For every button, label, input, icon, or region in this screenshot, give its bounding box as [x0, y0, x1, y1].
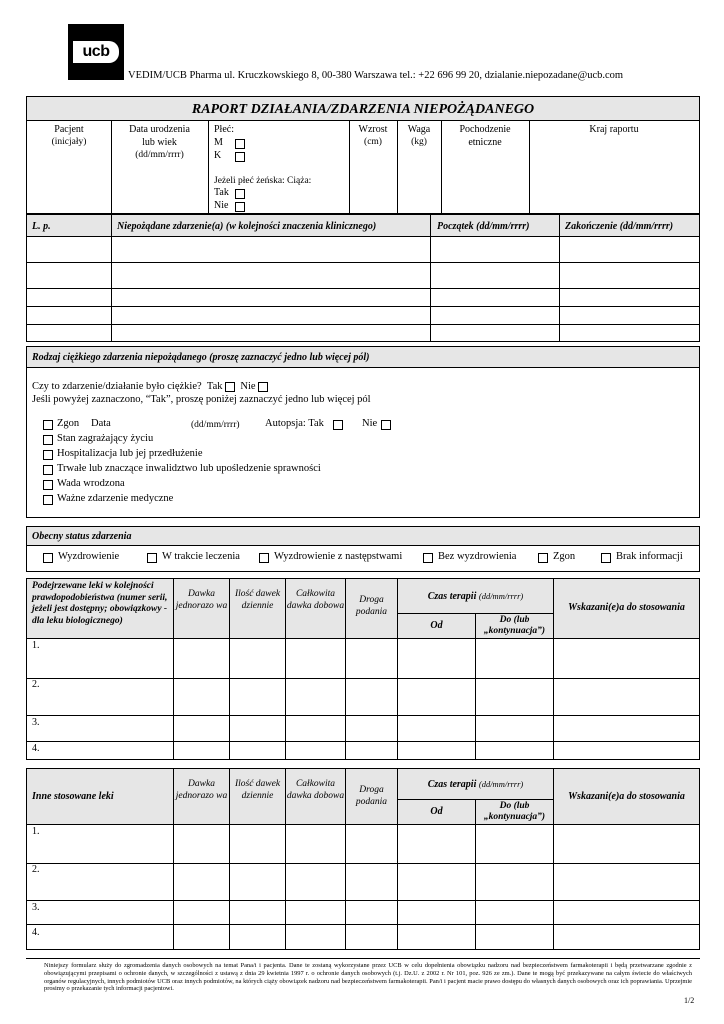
- company-address: VEDIM/UCB Pharma ul. Kruczkowskiego 8, 00-380 Warszawa tel.: +22 696 99 20, dzialanie.niepozadane@ucb.com: [128, 70, 624, 81]
- suspected-row-1: 1.: [32, 640, 40, 651]
- total-label: Całkowita dawka dobowa: [286, 589, 345, 611]
- serious-section: [26, 346, 700, 518]
- weight-unit: (kg): [411, 137, 427, 147]
- report-title: RAPORT DZIAŁANIA/ZDARZENIA NIEPOŻĄDANEGO: [191, 102, 535, 117]
- other-dose-label: Dawka jednorazo wa: [175, 779, 228, 801]
- other-row-3: 3.: [32, 902, 40, 913]
- disability-checkbox[interactable]: [43, 465, 53, 475]
- disability-label: Trwałe lub znaczące inwalidztwo lub upośledzenie sprawności: [57, 463, 321, 474]
- other-indication-label: Wskazani(e)a do stosowania: [568, 791, 685, 802]
- therapy-label: Czas terapii (dd/mm/rrrr): [427, 591, 524, 602]
- birth-label-2: lub wiek: [142, 137, 177, 148]
- serious-yes-checkbox[interactable]: [225, 382, 235, 392]
- status-unknown-checkbox[interactable]: [601, 553, 611, 563]
- autopsy-no-label: Nie: [362, 418, 378, 429]
- events-col-lp: L. p.: [32, 221, 51, 232]
- pregnancy-no-checkbox[interactable]: [235, 202, 245, 212]
- status-unknown-label: Brak informacji: [616, 551, 683, 562]
- status-treatment-label: W trakcie leczenia: [162, 551, 240, 562]
- death-date-label: Data: [91, 418, 111, 429]
- autopsy-label: Autopsja: Tak: [265, 418, 324, 429]
- route-label: Droga podania: [355, 595, 388, 617]
- sex-m-label: M: [214, 137, 223, 148]
- hospitalization-label: Hospitalizacja lub jej przedłużenie: [57, 448, 203, 459]
- status-death-checkbox[interactable]: [538, 553, 548, 563]
- serious-heading: Rodzaj ciężkiego zdarzenia niepożądanego (proszę zaznaczyć jedno lub więcej pól): [32, 352, 370, 363]
- pregnancy-label: Jeżeli płeć żeńska: Ciąża:: [214, 176, 312, 186]
- status-sequelae-label: Wyzdrowienie z następstwami: [274, 551, 403, 562]
- life-threat-checkbox[interactable]: [43, 435, 53, 445]
- other-total-label: Całkowita dawka dobowa: [286, 779, 345, 801]
- height-label: Wzrost: [358, 124, 388, 135]
- death-label: Zgon: [57, 418, 80, 429]
- status-section: [26, 526, 700, 572]
- autopsy-yes-checkbox[interactable]: [333, 420, 343, 430]
- pregnancy-yes-checkbox[interactable]: [235, 189, 245, 199]
- country-label: Kraj raportu: [589, 124, 639, 135]
- other-from-label: Od: [430, 806, 443, 817]
- events-table: [26, 214, 700, 342]
- indication-label: Wskazani(e)a do stosowania: [568, 602, 685, 613]
- status-not-recovered-label: Bez wyzdrowienia: [438, 551, 517, 562]
- status-recovered-checkbox[interactable]: [43, 553, 53, 563]
- status-not-recovered-checkbox[interactable]: [423, 553, 433, 563]
- events-col-event: Niepożądane zdarzenie(a) (w kolejności znaczenia klinicznego): [117, 221, 377, 232]
- other-row-4: 4.: [32, 927, 40, 938]
- ethnic-label-2: etniczne: [468, 137, 502, 148]
- other-count-label: Ilość dawek dziennie: [234, 779, 281, 801]
- sex-label: Płeć:: [214, 124, 234, 135]
- suspected-row-2: 2.: [32, 679, 40, 690]
- other-drugs-label: Inne stosowane leki: [32, 791, 114, 802]
- other-row-2: 2.: [32, 864, 40, 875]
- suspected-drugs-table: [26, 578, 700, 760]
- logo-text: ucb: [73, 41, 119, 63]
- other-to-label: Do (lub „kontynuacja”): [483, 801, 546, 822]
- status-treatment-checkbox[interactable]: [147, 553, 157, 563]
- to-label: Do (lub „kontynuacja”): [483, 615, 546, 636]
- death-date-format: (dd/mm/rrrr): [191, 420, 240, 430]
- suspected-row-4: 4.: [32, 743, 40, 754]
- page-number: 1/2: [684, 996, 695, 1005]
- patient-sub: (inicjały): [51, 137, 87, 147]
- status-death-label: Zgon: [553, 551, 576, 562]
- privacy-note: Niniejszy formularz służy do zgromadzenia danych osobowych na temat Pana/i i pacjenta. Dane te zostaną wykorzystane przez UCB w celu dopełnienia obowiązku nadzoru nad bezpieczeństwem farmakoterapii i będą przetwarzane zgodnie z obowiązującymi przepisami o ochronie danych, w szczególności z ustawą z dnia 29 kwietnia 1997 r. o ochronie danych osobowych (t.j. Dz.U. z 2002 r. Nr 101, poz. 926 ze zm.). Dane te mogą być przekazywane na całym świecie do właściwych organów regulacyjnych, innych podmiotów UCB oraz innych podmiotów, na których ciąży obowiązek nadzoru nad bezpieczeństwem farmakoterapii. Pan/i i pacjent macie prawo dostępu do własnych danych osobowych oraz ich poprawiania. Uprzejmie prosimy o przekazanie tych informacji pacjentowi.: [44, 962, 692, 993]
- patient-section: [26, 96, 700, 214]
- suspected-drugs-label: Podejrzewane leki w kolejności prawdopodobieństwa (numer serii, jeżeli jest dostępny; obowiązkowy - dla leku biologicznego): [32, 581, 168, 626]
- status-heading: Obecny status zdarzenia: [32, 531, 132, 542]
- suspected-row-3: 3.: [32, 717, 40, 728]
- height-unit: (cm): [364, 137, 382, 147]
- congenital-checkbox[interactable]: [43, 480, 53, 490]
- dose-label: Dawka jednorazo wa: [175, 589, 228, 611]
- serious-instruction: Jeśli powyżej zaznaczono, “Tak”, proszę poniżej zaznaczyć jedno lub więcej pól: [32, 394, 371, 405]
- status-sequelae-checkbox[interactable]: [259, 553, 269, 563]
- serious-no-checkbox[interactable]: [258, 382, 268, 392]
- serious-question: Czy to zdarzenie/działanie było ciężkie? Tak Nie: [32, 381, 268, 392]
- weight-label: Waga: [407, 124, 431, 135]
- congenital-label: Wada wrodzona: [57, 478, 125, 489]
- sex-m-checkbox[interactable]: [235, 139, 245, 149]
- autopsy-no-checkbox[interactable]: [381, 420, 391, 430]
- death-checkbox[interactable]: [43, 420, 53, 430]
- other-drugs-table: [26, 768, 700, 950]
- birth-format: (dd/mm/rrrr): [135, 150, 184, 160]
- hospitalization-checkbox[interactable]: [43, 450, 53, 460]
- life-threat-label: Stan zagrażający życiu: [57, 433, 154, 444]
- medical-event-label: Ważne zdarzenie medyczne: [57, 493, 174, 504]
- other-therapy-label: Czas terapii (dd/mm/rrrr): [427, 779, 524, 790]
- sex-k-label: K: [214, 150, 222, 161]
- from-label: Od: [430, 620, 443, 631]
- ethnic-label: Pochodzenie: [459, 124, 511, 135]
- medical-event-checkbox[interactable]: [43, 495, 53, 505]
- pregnancy-no-label: Nie: [214, 200, 229, 211]
- events-col-end: Zakończenie (dd/mm/rrrr): [565, 221, 674, 232]
- patient-label: Pacjent: [54, 124, 84, 135]
- other-route-label: Droga podania: [355, 785, 388, 807]
- status-recovered-label: Wyzdrowienie: [58, 551, 120, 562]
- sex-k-checkbox[interactable]: [235, 152, 245, 162]
- events-col-start: Początek (dd/mm/rrrr): [437, 221, 530, 232]
- count-label: Ilość dawek dziennie: [234, 589, 281, 611]
- birth-label: Data urodzenia: [129, 124, 190, 135]
- pregnancy-yes-label: Tak: [214, 187, 229, 198]
- ucb-logo: [68, 24, 124, 80]
- other-row-1: 1.: [32, 826, 40, 837]
